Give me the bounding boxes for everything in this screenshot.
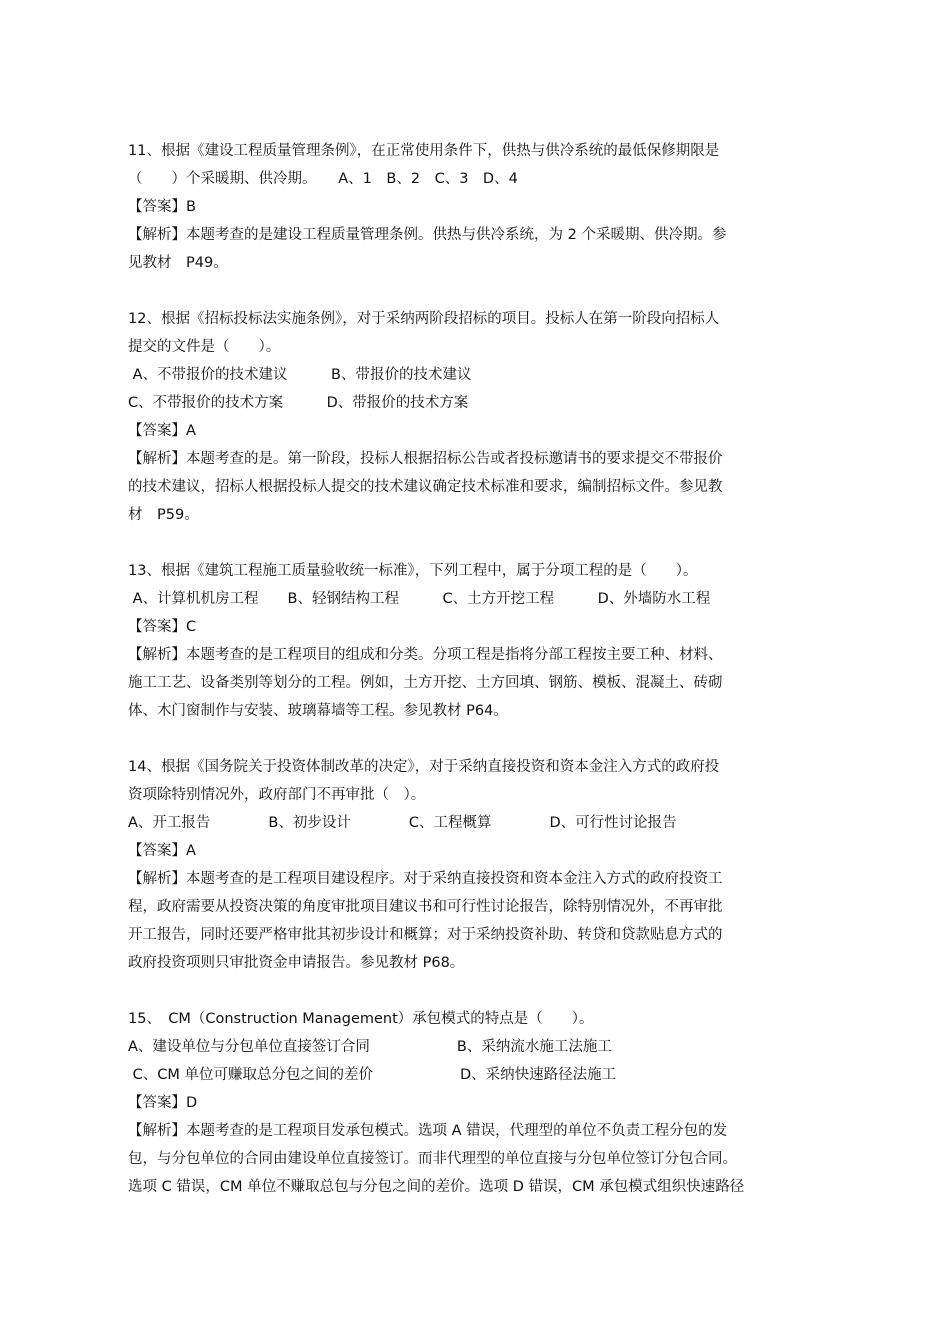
question-15-line: 【答案】D bbox=[128, 1095, 198, 1111]
question-11-line: （ ）个采暖期、供冷期。 A、1 B、2 C、3 D、4 bbox=[128, 171, 518, 187]
question-11-line: 见教材 P49。 bbox=[128, 255, 228, 271]
question-13-line: 13、根据《建筑工程施工质量验收统一标准》，下列工程中，属于分项工程的是（ ）。 bbox=[128, 563, 698, 579]
question-14-line: 14、根据《国务院关于投资体制改革的决定》，对于采纳直接投资和资本金注入方式的政府投 bbox=[128, 759, 720, 775]
question-12-line: 【答案】A bbox=[128, 423, 196, 439]
question-14-line: 【解析】本题考查的是工程项目建设程序。对于采纳直接投资和资本金注入方式的政府投资工 bbox=[128, 871, 723, 887]
paragraph-spacer bbox=[128, 977, 828, 1005]
question-13-line: 【解析】本题考查的是工程项目的组成和分类。分项工程是指将分部工程按主要工种、材料、 bbox=[128, 647, 723, 663]
question-block-13 bbox=[128, 557, 828, 725]
question-14-line: 【答案】A bbox=[128, 843, 196, 859]
question-15-line: 选项 C 错误，CM 单位不赚取总包与分包之间的差价。选项 D 错误，CM 承包模式组织快速路径 bbox=[128, 1179, 745, 1195]
question-12-line: 12、根据《招标投标法实施条例》，对于采纳两阶段招标的项目。投标人在第一阶段向招标人 bbox=[128, 311, 720, 327]
question-15-line: 包，与分包单位的合同由建设单位直接签订。而非代理型的单位直接与分包单位签订分包合同。 bbox=[128, 1151, 737, 1167]
question-13-line: A、计算机机房工程 B、轻钢结构工程 C、土方开挖工程 D、外墙防水工程 bbox=[128, 591, 711, 607]
question-14-line: A、开工报告 B、初步设计 C、工程概算 D、可行性讨论报告 bbox=[128, 815, 677, 831]
question-12-line: A、不带报价的技术建议 B、带报价的技术建议 bbox=[128, 367, 472, 383]
question-12-line: 提交的文件是（ ）。 bbox=[128, 339, 281, 355]
question-15-line: 15、 CM（Construction Management）承包模式的特点是（ ）。 bbox=[128, 1011, 594, 1027]
question-14-line: 程，政府需要从投资决策的角度审批项目建议书和可行性讨论报告，除特别情况外，不再审批 bbox=[128, 899, 723, 915]
question-block-14 bbox=[128, 753, 828, 977]
paragraph-spacer bbox=[128, 277, 828, 305]
document-body bbox=[128, 137, 828, 1201]
question-14-line: 开工报告，同时还要严格审批其初步设计和概算；对于采纳投资补助、转贷和贷款贴息方式的 bbox=[128, 927, 723, 943]
question-15-line: 【解析】本题考查的是工程项目发承包模式。选项 A 错误，代理型的单位不负责工程分包的发 bbox=[128, 1123, 728, 1139]
question-11-line: 【答案】B bbox=[128, 199, 196, 215]
question-14-line: 政府投资项则只审批资金申请报告。参见教材 P68。 bbox=[128, 955, 465, 971]
question-block-11 bbox=[128, 137, 828, 277]
question-12-line: 【解析】本题考查的是。第一阶段，投标人根据招标公告或者投标邀请书的要求提交不带报价 bbox=[128, 451, 723, 467]
question-block-15 bbox=[128, 1005, 828, 1201]
question-12-line: 材 P59。 bbox=[128, 507, 199, 523]
question-15-line: C、CM 单位可赚取总分包之间的差价 D、采纳快速路径法施工 bbox=[128, 1067, 617, 1083]
question-12-line: C、不带报价的技术方案 D、带报价的技术方案 bbox=[128, 395, 469, 411]
question-15-line: A、建设单位与分包单位直接签订合同 B、采纳流水施工法施工 bbox=[128, 1039, 612, 1055]
question-13-line: 体、木门窗制作与安装、玻璃幕墙等工程。参见教材 P64。 bbox=[128, 703, 508, 719]
question-14-line: 资项除特别情况外，政府部门不再审批（ ）。 bbox=[128, 787, 426, 803]
question-block-12 bbox=[128, 305, 828, 529]
paragraph-spacer bbox=[128, 529, 828, 557]
question-13-line: 施工工艺、设备类别等划分的工程。例如，土方开挖、土方回填、钢筋、模板、混凝土、砖砌 bbox=[128, 675, 723, 691]
question-11-line: 【解析】本题考查的是建设工程质量管理条例。供热与供冷系统，为 2 个采暖期、供冷期。参 bbox=[128, 227, 727, 243]
question-13-line: 【答案】C bbox=[128, 619, 197, 635]
question-11-line: 11、根据《建设工程质量管理条例》，在正常使用条件下，供热与供冷系统的最低保修期限是 bbox=[128, 143, 720, 159]
question-12-line: 的技术建议，招标人根据投标人提交的技术建议确定技术标准和要求，编制招标文件。参见教 bbox=[128, 479, 723, 495]
paragraph-spacer bbox=[128, 725, 828, 753]
